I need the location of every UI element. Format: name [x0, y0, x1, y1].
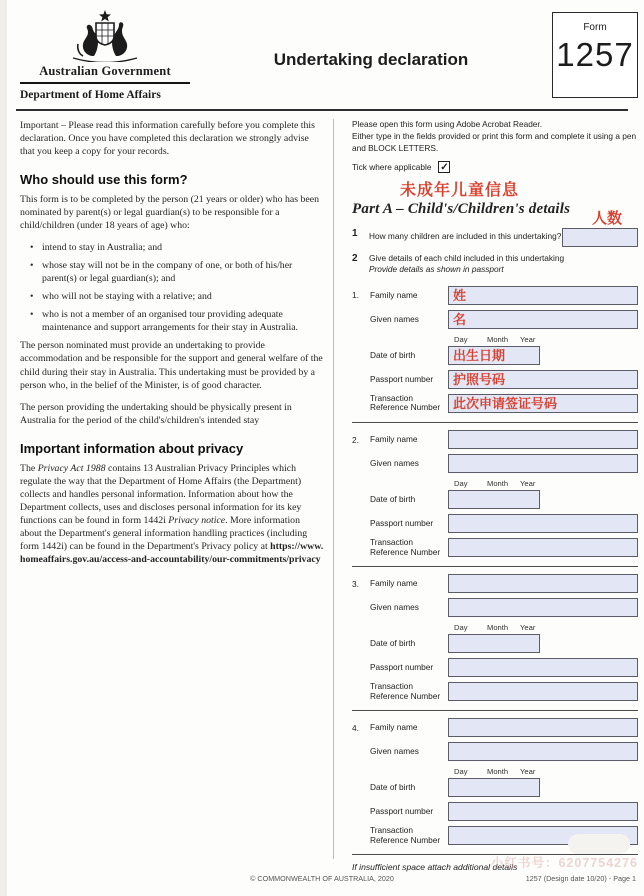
trn-label [370, 538, 448, 557]
watermark-badge [568, 834, 630, 854]
passport-number-label: Passport number [370, 661, 434, 672]
child-number: 1. [352, 290, 359, 301]
given-names-row [352, 598, 638, 617]
family-name-label: Family name [370, 721, 418, 732]
who-paragraph: This form is to be completed by the person (21 years or older) who has been nominated by parent(s) or legal guardian(s) to be responsible for a child/children (under 18 years of age) who: [20, 194, 319, 232]
heading-who-should-use: Who should use this form? [20, 172, 188, 188]
given-names-label: Given names [370, 457, 419, 468]
copyright-text: © COMMONWEALTH OF AUSTRALIA, 2020 [250, 874, 394, 883]
bullet-dot: • [30, 291, 34, 303]
annotation-dob: 出生日期 [453, 347, 506, 363]
family-name-field[interactable] [448, 574, 638, 593]
given-names-label: Given names [370, 313, 419, 324]
family-name-field[interactable] [448, 286, 638, 305]
date-column-headers [454, 479, 638, 488]
year-label: Year [520, 623, 536, 633]
bullet-item [30, 259, 324, 285]
family-name-row [352, 286, 638, 305]
passport-number-field[interactable] [448, 658, 638, 677]
bullet-item [30, 241, 324, 254]
date-of-birth-field[interactable] [448, 778, 540, 797]
passport-number-label: Passport number [370, 373, 434, 384]
trn-label-line2: Reference Number [370, 402, 441, 413]
part-a-heading-row [352, 200, 638, 227]
date-of-birth-row [352, 346, 638, 365]
trn-field[interactable] [448, 394, 638, 413]
family-name-field[interactable] [448, 430, 638, 449]
insufficient-space-note: If insufficient space attach additional details [352, 862, 518, 873]
privacy-text: The [20, 462, 38, 474]
column-divider [333, 119, 334, 859]
page-info-text: 1257 (Design date 10/20) - Page 1 [525, 874, 636, 883]
given-names-field[interactable] [448, 310, 638, 329]
trn-label [370, 826, 448, 845]
trn-label-line1: Transaction [370, 825, 414, 836]
question-1-text: How many children are included in this undertaking? [369, 230, 562, 241]
trn-row [352, 682, 638, 701]
passport-number-row [352, 514, 638, 533]
given-names-row [352, 742, 638, 761]
privacy-act-title: Privacy Act 1988 [37, 462, 106, 474]
family-name-row [352, 430, 638, 449]
date-of-birth-row [352, 490, 638, 509]
form-number: 1257 [556, 36, 634, 73]
tick-where-applicable-row [352, 161, 638, 173]
part-a-title: Part A – Child's/Children's details [352, 200, 571, 217]
privacy-notice-title: Privacy notice [168, 514, 226, 526]
date-of-birth-label: Date of birth [370, 637, 416, 648]
trn-label [370, 394, 448, 413]
family-name-row [352, 718, 638, 737]
date-of-birth-label: Date of birth [370, 493, 416, 504]
date-of-birth-row [352, 778, 638, 797]
child-number: 3. [352, 578, 359, 589]
family-name-label: Family name [370, 577, 418, 588]
children-count-field[interactable] [562, 228, 638, 247]
trn-label-line1: Transaction [370, 392, 414, 403]
bullet-item [30, 290, 324, 303]
form-word: Form [583, 22, 607, 33]
month-label: Month [487, 334, 509, 344]
nominated-paragraph: The person nominated must provide an undertaking to provide accommodation and be responsible for the support and general welfare of the child during their stay in Australia. This undertaking must be provided by a person who, in the belief of the Minister, is of good character. [20, 340, 323, 391]
question-1 [352, 228, 638, 247]
day-label: Day [454, 334, 468, 344]
family-name-label: Family name [370, 289, 418, 300]
month-label: Month [487, 479, 509, 488]
crest-divider [20, 82, 190, 84]
privacy-text: contains 13 Australian Privacy Principles which regulate the way that the Department of Home Affairs (the Department) collects and handles personal information. Information about how the Department collects, uses and discloses personal information for its key functions can be found in form 1442i [20, 462, 302, 526]
privacy-policy-link[interactable]: https://www.homeaffairs.gov.au/access-and-accountability/our-commitments/privacy [20, 540, 324, 565]
trn-row [352, 538, 638, 557]
page-title: Undertaking declaration [273, 50, 469, 69]
annotation-trn: 此次申请签证号码 [453, 395, 558, 411]
acrobat-instructions [352, 119, 638, 154]
month-label: Month [487, 767, 509, 777]
given-names-field[interactable] [448, 598, 638, 617]
family-name-row [352, 574, 638, 593]
present-paragraph: The person providing the undertaking should be physically present in Australia for the period of the child's/children's intended stay [20, 401, 292, 426]
passport-number-label: Passport number [370, 517, 434, 528]
dept-label: Department of Home Affairs [20, 89, 161, 101]
trn-label-line2: Reference Number [370, 546, 441, 557]
heading-privacy: Important information about privacy [20, 440, 244, 456]
instruction-line: Please open this form using Adobe Acrobat Reader. [352, 119, 543, 129]
bullet-text: who is not a member of an organised tour providing adequate maintenance and support arrangements for their stay in Australia. [42, 309, 298, 334]
annotation-given: 名 [453, 311, 467, 327]
date-column-headers [454, 623, 638, 632]
child-details-block-3 [352, 567, 638, 711]
bullet-text: intend to stay in Australia; and [42, 242, 162, 254]
trn-label-line2: Reference Number [370, 690, 441, 701]
tick-label: Tick where applicable [352, 162, 432, 173]
bullet-text: whose stay will not be in the company of one, or both of his/her parent(s) or legal guardian(s); and [42, 260, 293, 285]
trn-label-line1: Transaction [370, 681, 414, 692]
day-label: Day [454, 479, 468, 488]
passport-number-row [352, 802, 638, 821]
trn-field[interactable] [448, 538, 638, 557]
question-2-text: Give details of each child included in this undertaking [369, 252, 565, 263]
given-names-field[interactable] [448, 742, 638, 761]
date-of-birth-row [352, 634, 638, 653]
passport-number-label: Passport number [370, 805, 434, 816]
annotation-family: 姓 [453, 287, 467, 303]
child-number: 4. [352, 722, 359, 733]
child-details-block-1 [352, 279, 638, 423]
passport-number-field[interactable] [448, 514, 638, 533]
annotation-count: 人数 [591, 209, 622, 227]
given-names-row [352, 454, 638, 473]
date-column-headers [454, 767, 638, 776]
tick-checkbox[interactable]: ✓ [440, 161, 449, 173]
annotation-children-info: 未成年儿童信息 [400, 182, 520, 200]
privacy-text: . More information about the Department's general information handling practices (including form 1442i) can be found in the Department's Privacy policy at [20, 514, 308, 552]
page-edge-shadow [0, 0, 7, 896]
year-label: Year [520, 479, 536, 488]
bullet-dot: • [30, 260, 34, 272]
passport-note: Provide details as shown in passport [369, 263, 504, 274]
day-label: Day [454, 767, 468, 777]
child-details-block-2 [352, 423, 638, 567]
trn-label-line2: Reference Number [370, 834, 441, 845]
passport-number-row [352, 658, 638, 677]
date-column-headers [454, 335, 638, 344]
gov-label: Australian Government [39, 64, 171, 78]
date-of-birth-label: Date of birth [370, 781, 416, 792]
left-column [20, 119, 324, 859]
day-label: Day [454, 623, 468, 633]
bullet-item [30, 308, 324, 334]
xiaohongshu-watermark: 小红书号：6207754276 [490, 856, 638, 870]
australian-coat-of-arms-icon [55, 10, 155, 62]
child-number: 2. [352, 434, 359, 445]
month-label: Month [487, 623, 509, 633]
year-label: Year [520, 334, 536, 344]
trn-row [352, 394, 638, 413]
given-names-label: Given names [370, 601, 419, 612]
bullet-dot: • [30, 309, 34, 321]
given-names-field[interactable] [448, 454, 638, 473]
year-label: Year [520, 767, 536, 777]
intro-paragraph: Important – Please read this information carefully before you complete this declaration. Once you have completed this declaration we strongly advise that you keep a copy for your records. [20, 120, 315, 158]
bullet-dot: • [30, 242, 34, 254]
crest-block [20, 10, 190, 101]
question-number: 1 [352, 227, 358, 239]
passport-number-field[interactable] [448, 802, 638, 821]
date-of-birth-label: Date of birth [370, 349, 416, 360]
bullet-text: who will not be staying with a relative; and [42, 291, 212, 303]
family-name-field[interactable] [448, 718, 638, 737]
form-header [0, 0, 644, 101]
date-of-birth-field[interactable] [448, 346, 540, 365]
form-number-box [552, 12, 638, 98]
privacy-paragraph [20, 462, 324, 566]
question-number: 2 [352, 252, 358, 264]
trn-label-line1: Transaction [370, 537, 414, 547]
instruction-line: Either type in the fields provided or print this form and complete it using a pen and BLOCK LETTERS. [352, 130, 637, 153]
date-of-birth-field[interactable] [448, 634, 540, 653]
passport-number-row [352, 370, 638, 389]
trn-label [370, 682, 448, 701]
question-2 [352, 253, 638, 264]
given-names-label: Given names [370, 745, 419, 756]
passport-number-field[interactable] [448, 370, 638, 389]
trn-field[interactable] [448, 682, 638, 701]
given-names-row [352, 310, 638, 329]
family-name-label: Family name [370, 433, 418, 444]
date-of-birth-field[interactable] [448, 490, 540, 509]
annotation-passport: 护照号码 [453, 371, 506, 387]
